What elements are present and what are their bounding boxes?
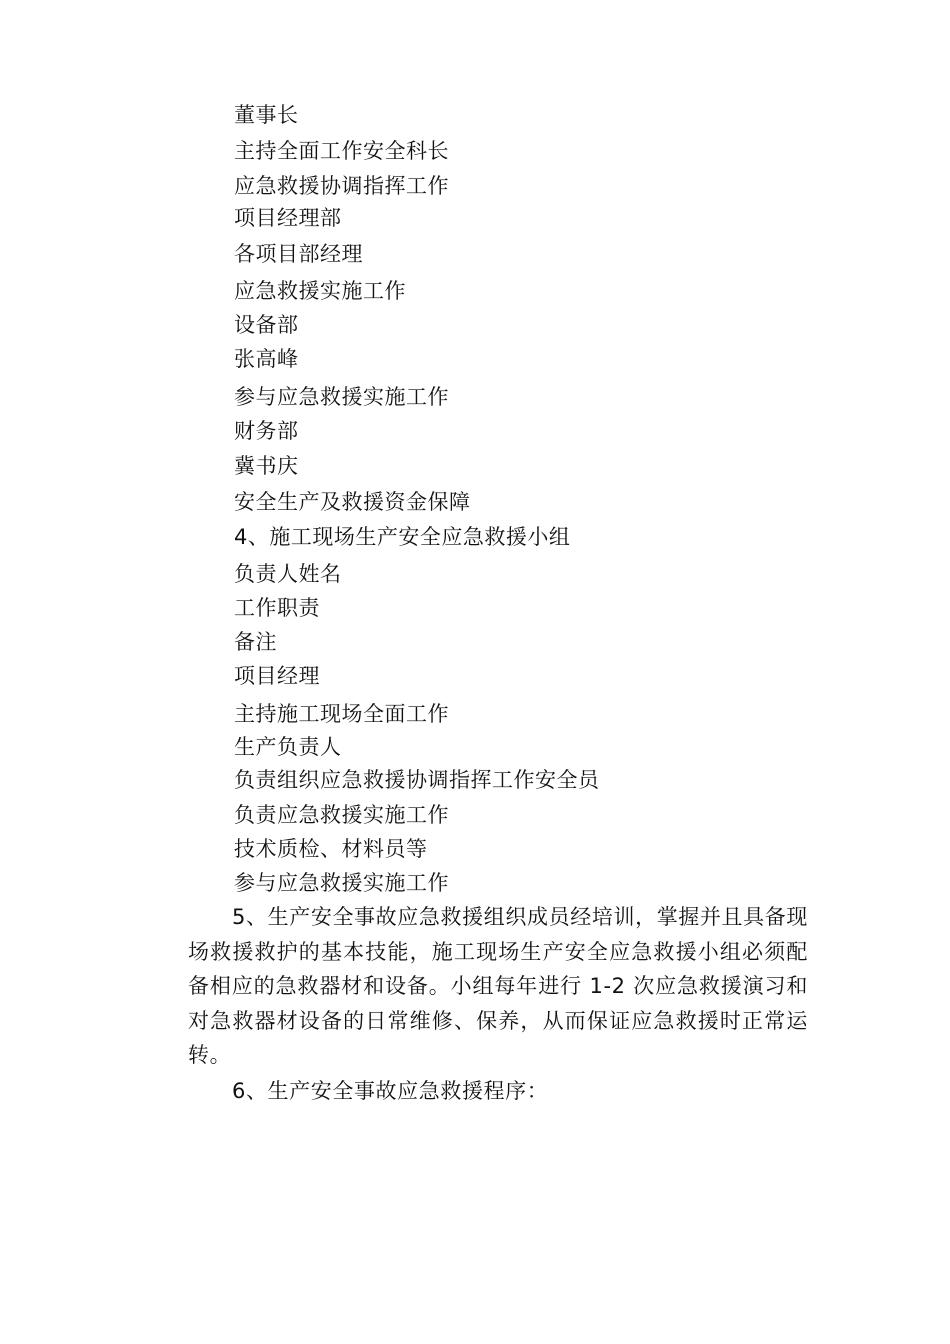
text-line: 财务部 <box>234 419 299 443</box>
text-line: 负责组织应急救援协调指挥工作安全员 <box>234 768 600 792</box>
section-heading-4: 4、施工现场生产安全应急救援小组 <box>234 525 571 549</box>
text-line: 技术质检、材料员等 <box>234 837 428 861</box>
text-line: 各项目部经理 <box>234 242 363 266</box>
text-line: 董事长 <box>234 103 299 127</box>
text-line: 项目经理 <box>234 664 320 688</box>
text-line: 应急救援协调指挥工作 <box>234 174 449 198</box>
text-line: 张高峰 <box>234 347 299 371</box>
text-line: 生产负责人 <box>234 735 342 759</box>
text-line: 应急救援实施工作 <box>234 279 406 303</box>
text-line: 设备部 <box>234 313 299 337</box>
text-line: 参与应急救援实施工作 <box>234 871 449 895</box>
paragraph-5: 5、生产安全事故应急救援组织成员经培训，掌握并且具备现场救援救护的基本技能，施工现场生产安全应急救援小组必须配备相应的急救器材和设备。小组每年进行 1-2 次应急救援演习和对急救器材设备的日常维修、保养，从而保证应急救援时正常运转。 <box>188 905 808 1067</box>
text-line: 参与应急救援实施工作 <box>234 385 449 409</box>
text-line: 项目经理部 <box>234 206 342 230</box>
text-line: 备注 <box>234 630 277 654</box>
text-line: 主持全面工作安全科长 <box>234 139 449 163</box>
section-heading-6: 6、生产安全事故应急救援程序： <box>232 1079 549 1103</box>
text-line: 冀书庆 <box>234 454 299 478</box>
text-line: 负责应急救援实施工作 <box>234 803 449 827</box>
text-line: 负责人姓名 <box>234 562 342 586</box>
text-line: 安全生产及救援资金保障 <box>234 490 471 514</box>
text-line: 工作职责 <box>234 596 320 620</box>
text-line: 主持施工现场全面工作 <box>234 702 449 726</box>
